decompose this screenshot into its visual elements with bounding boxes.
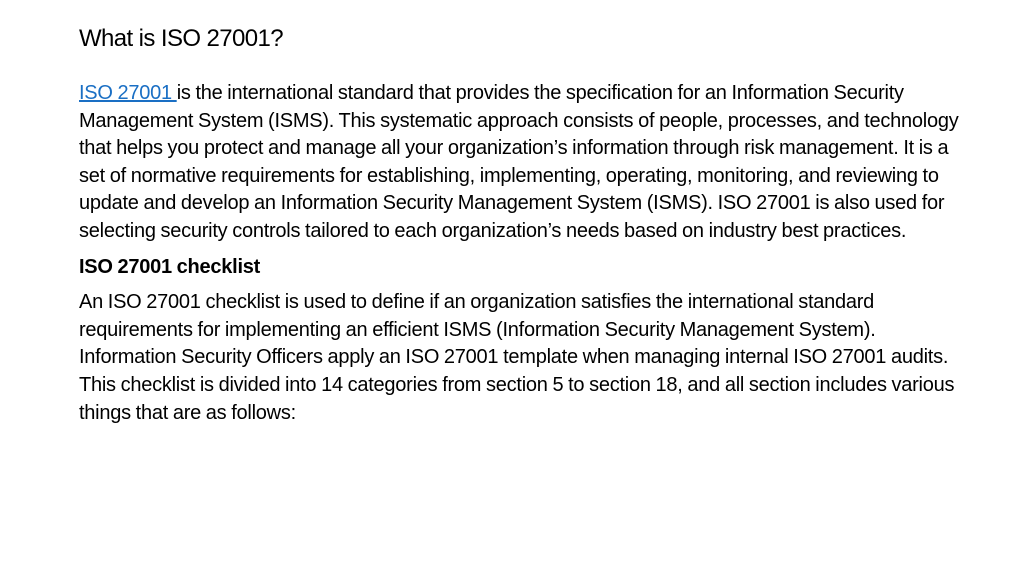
slide-title: What is ISO 27001? [79, 25, 283, 52]
iso-27001-link[interactable]: ISO 27001 [79, 82, 177, 104]
intro-text: is the international standard that provides the specification for an Information Security Management System (ISMS). This systematic approach consists of people, processes, and technology that helps you protect and manage all your organization’s information through risk management. It is a set of normative requirements for establishing, implementing, operating, monitoring, and reviewing to update and develop an Information Security Management System (ISMS). ISO 27001 is also used for selecting security controls tailored to each organization’s needs based on industry best practices. [79, 82, 959, 242]
intro-paragraph [79, 80, 959, 246]
checklist-heading: ISO 27001 checklist [79, 255, 261, 278]
checklist-paragraph: An ISO 27001 checklist is used to define if an organization satisfies the international standard requirements for implementing an efficient ISMS (Information Security Management System). Information Security Officers apply an ISO 27001 template when managing internal ISO 27001 audits. This checklist is divided into 14 categories from section 5 to section 18, and all section includes various things that are as follows: [79, 291, 955, 424]
slide-body [79, 80, 959, 435]
